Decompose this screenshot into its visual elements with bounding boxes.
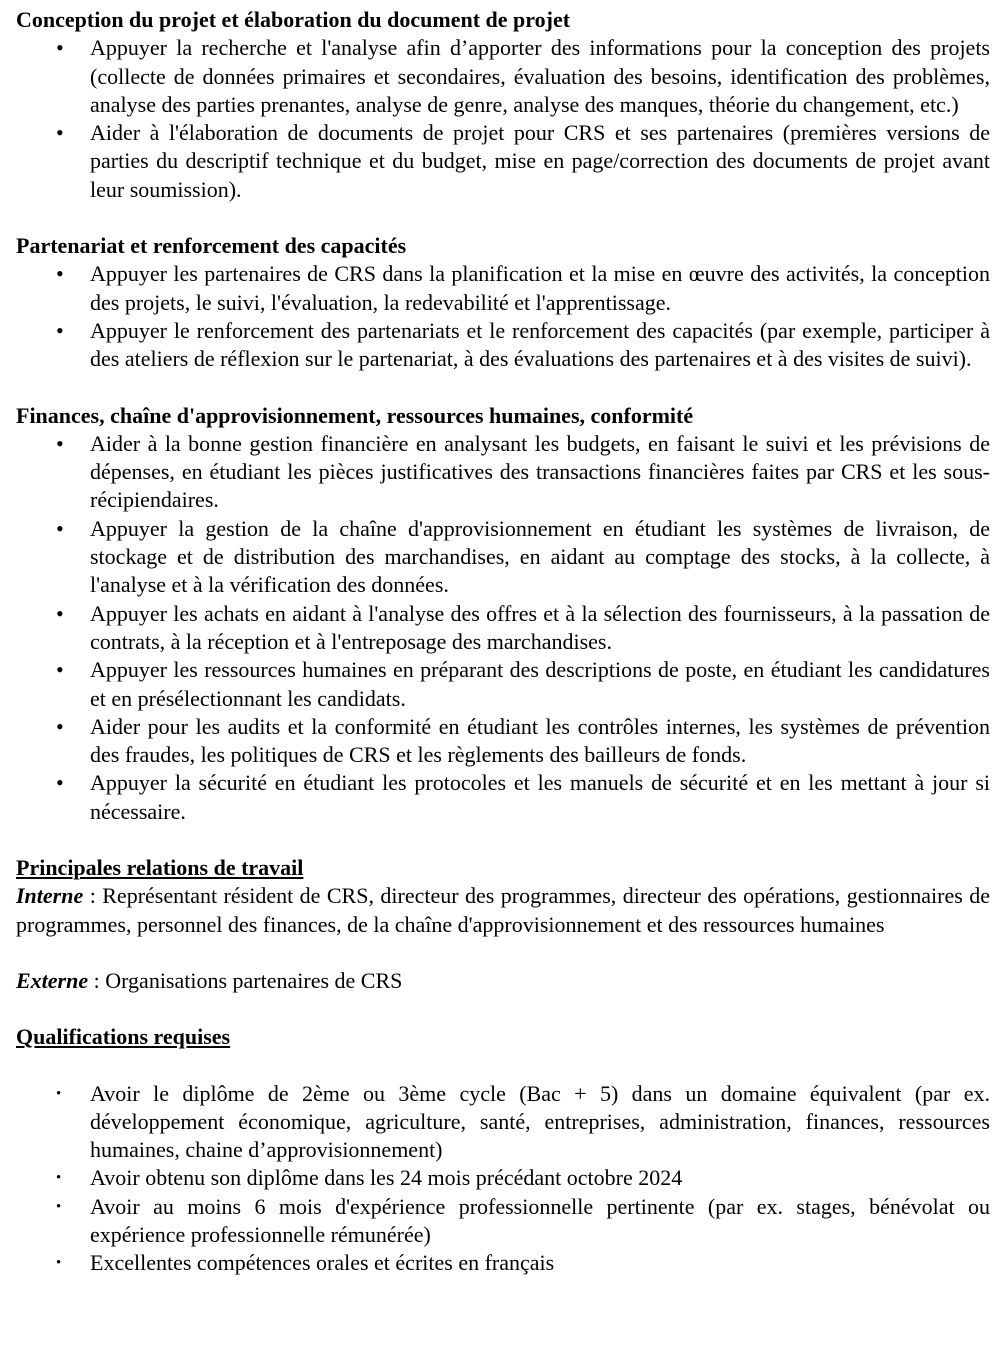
bullet-text: Appuyer les achats en aidant à l'analyse des offres et à la sélection des fournisseurs, à la passation de contrats, à la réception et à l'entreposage des marchandises.: [90, 600, 990, 654]
list-item: [16, 260, 990, 317]
bullet-text: Appuyer le renforcement des partenariats et le renforcement des capacités (par exemple, participer à des ateliers de réflexion sur le partenariat, à des évaluations des partenaires et à des visites de suivi).: [90, 317, 990, 372]
section-heading-finances: Finances, chaîne d'approvisionnement, ressources humaines, conformité: [16, 402, 694, 428]
list-item: [16, 34, 990, 119]
section-heading-partenariat: Partenariat et renforcement des capacités: [16, 233, 407, 259]
bullet-icon: •: [56, 430, 64, 456]
bullet-text: Avoir obtenu son diplôme dans les 24 mois précédant octobre 2024: [90, 1165, 683, 1191]
list-item: [16, 515, 990, 600]
bullet-text: Avoir le diplôme de 2ème ou 3ème cycle (Bac + 5) dans un domaine équivalent (par ex. développement économique, agriculture, santé, entreprises, administration, finances, ressources humaines, chaine d’approvisionnement): [90, 1080, 990, 1163]
externe-label: Externe: [16, 967, 89, 993]
bullet-text: Appuyer les partenaires de CRS dans la planification et la mise en œuvre des activités, la conception des projets, le suivi, l'évaluation, la redevabilité et l'apprentissage.: [90, 261, 990, 315]
bullet-text: Appuyer la gestion de la chaîne d'approvisionnement en étudiant les systèmes de livraison, de stockage et de distribution des marchandises, en aidant au comptage des stocks, à la collecte, à l'analyse et à la vérification des données.: [90, 515, 990, 598]
bullet-text: Aider pour les audits et la conformité en étudiant les contrôles internes, les systèmes de prévention des fraudes, les politiques de CRS et les règlements des bailleurs de fonds.: [90, 713, 990, 768]
bullet-icon: •: [56, 261, 64, 287]
list-item: [16, 119, 990, 204]
bullet-text: Aider à l'élaboration de documents de projet pour CRS et ses partenaires (premières versions de parties du descriptif technique et du budget, mise en page/correction des documents de projet avant leur soumission).: [90, 120, 990, 202]
section-heading-conception: Conception du projet et élaboration du document de projet: [16, 7, 571, 32]
externe-paragraph: [16, 967, 990, 995]
bullet-icon: •: [56, 317, 64, 343]
bullet-text: Appuyer les ressources humaines en préparant des descriptions de poste, en étudiant les candidatures et en présélectionnant les candidats.: [90, 657, 990, 711]
bullet-icon: •: [56, 1085, 62, 1102]
list-item: [16, 1080, 990, 1165]
paragraph-spacer: [16, 939, 990, 967]
qualifications-list: [16, 1080, 990, 1278]
section-spacer: [16, 995, 990, 1023]
bullet-icon: •: [56, 657, 64, 683]
list-item: [16, 713, 990, 770]
bullet-icon: •: [56, 35, 64, 61]
section-spacer: [16, 826, 990, 854]
list-item: [16, 600, 990, 657]
section-heading-relations: Principales relations de travail: [16, 855, 304, 881]
list-item: [16, 769, 990, 826]
bullet-text: Aider à la bonne gestion financière en analysant les budgets, en faisant le suivi et les prévisions de dépenses, en étudiant les pièces justificatives des transactions financières faites par CRS et les sous-récipiendaires.: [90, 430, 990, 513]
interne-label: Interne: [16, 883, 84, 909]
list-item: [16, 317, 990, 374]
bullet-icon: •: [56, 600, 64, 626]
list-item: [16, 1164, 990, 1192]
interne-text: : Représentant résident de CRS, directeur des programmes, directeur des opérations, gestionnaires de programmes, personnel des finances, de la chaîne d'approvisionnement et des ressources humaines: [16, 883, 990, 937]
list-item: [16, 1249, 990, 1277]
bullet-icon: •: [56, 1255, 62, 1272]
list-item: [16, 656, 990, 713]
bullet-icon: •: [56, 1170, 62, 1187]
bullet-text: Avoir au moins 6 mois d'expérience professionnelle pertinente (par ex. stages, bénévolat ou expérience professionnelle rémunérée): [90, 1193, 990, 1247]
bullet-text: Appuyer la recherche et l'analyse afin d’apporter des informations pour la conception des projets (collecte de données primaires et secondaires, évaluation des besoins, identification des problèmes, analyse des parties prenantes, analyse de genre, analyse des manques, théorie du changement, etc.): [90, 35, 990, 117]
bullet-text: Excellentes compétences orales et écrites en français: [90, 1250, 555, 1276]
bullet-icon: •: [56, 120, 64, 146]
list-item: [16, 430, 990, 515]
externe-text: : Organisations partenaires de CRS: [88, 967, 403, 993]
list-item: [16, 1193, 990, 1250]
heading-spacer: [16, 1052, 990, 1080]
bullet-icon: •: [56, 1198, 62, 1215]
bullet-text: Appuyer la sécurité en étudiant les protocoles et les manuels de sécurité et en les mettant à jour si nécessaire.: [90, 770, 990, 824]
section-spacer: [16, 204, 990, 232]
section-spacer: [16, 374, 990, 402]
bullet-icon: •: [56, 713, 64, 739]
bullet-icon: •: [56, 515, 64, 541]
section-heading-qualifications: Qualifications requises: [16, 1024, 231, 1050]
interne-paragraph: [16, 882, 990, 939]
bullet-icon: •: [56, 770, 64, 796]
